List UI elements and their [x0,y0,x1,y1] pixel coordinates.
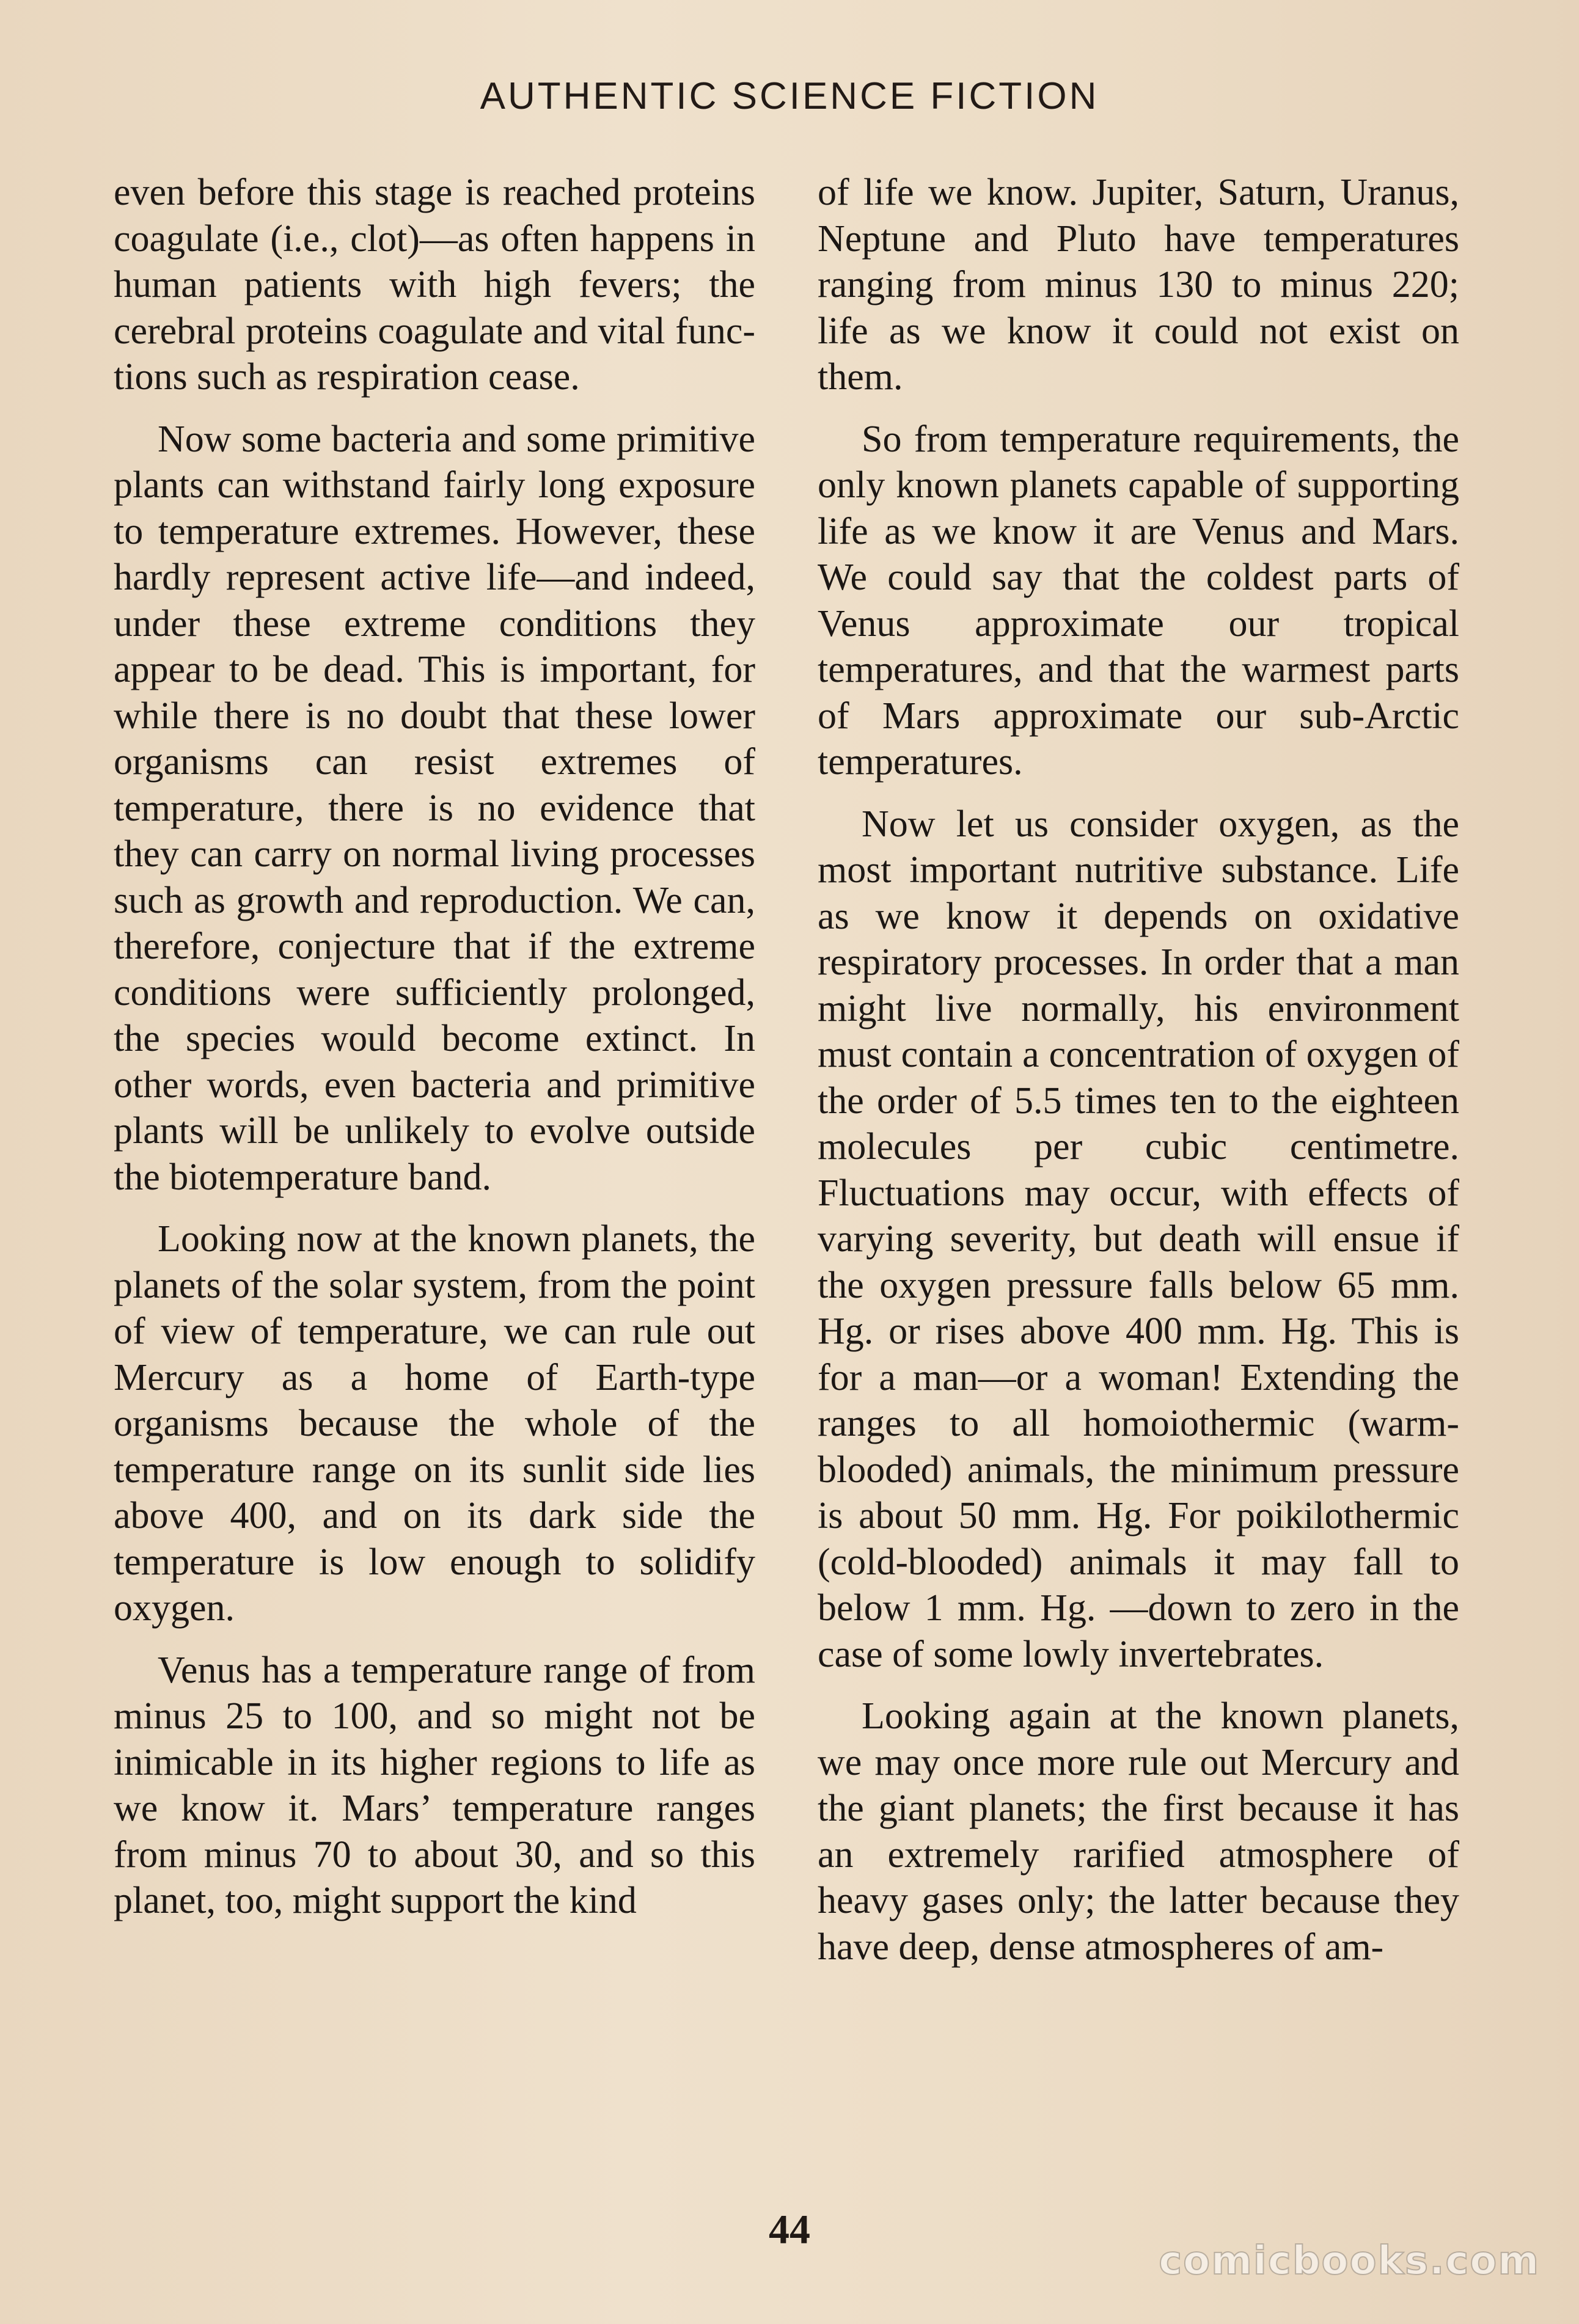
paragraph: even before this stage is reached proteins coagulate (i.e., clot)—as often happens in human patients with high fevers; the cerebral proteins coagulate and vital functions such as respiration cease. [114,172,755,398]
paragraph: Now let us consider oxygen, as the most important nutritive substance. Life as we know it depends on oxidative respiratory processes. In order that a man might live normally, his environment must contain a concentration of oxygen of the order of 5.5 times ten to the eighteen molecules per cubic centimetre. Fluctuations may occur, with effects of varying severity, but death will ensue if the oxygen pressure falls below 65 mm. Hg. or rises above 400 mm. Hg. This is for a man—or a woman! Extending the ranges to all homoiothermic (warm-blooded) animals, the minimum pressure is about 50 mm. Hg. For poikilothermic (cold-blooded) animals it may fall to below 1 mm. Hg. —down to zero in the case of some lowly invertebrates. [818,803,1459,1675]
watermark: comicbooks.com [1159,2238,1540,2284]
paragraph: Now some bacteria and some primitive plants can withstand fairly long exposure to temperature extremes. However, these hardly represent active life—and indeed, under these extreme conditions they appear to be dead. This is important, for while there is no doubt that these lower organisms can resist extremes of temperature, there is no evidence that they can carry on normal living processes such as growth and reproduction. We can, therefore, conjecture that if the extreme conditions were sufficiently prolonged, the species would become extinct. In other words, even bacteria and primitive plants will be unlikely to evolve outside the biotemperature band. [114,418,755,1198]
paragraph: Looking now at the known planets, the planets of the solar system, from the point of view of temperature, we can rule out Mercury as a home of Earth-type organisms because the whole of the temperature range on its sunlit side lies above 400, and on its dark side the temperature is low enough to solidify oxygen. [114,1218,755,1629]
right-column [818,170,1459,1986]
paragraph: So from temperature requirements, the only known planets capable of supporting life as we know it are Venus and Mars. We could say that the coldest parts of Venus approximate our tropical temperatures, and that the warmest parts of Mars approximate our sub-Arctic temperatures. [818,418,1459,783]
paragraph: of life we know. Jupiter, Saturn, Uranus, Neptune and Pluto have temperatures ranging from minus 130 to minus 220; life as we know it could not exist on them. [818,172,1459,398]
running-header: AUTHENTIC SCIENCE FICTION [480,75,1099,117]
left-column [114,170,755,1940]
paragraph: Venus has a temperature range of from minus 25 to 100, and so might not be inimicable in its higher regions to life as we know it. Mars’ temperature ranges from minus 70 to about 30, and so this planet, too, might support the kind [114,1649,755,1921]
page-number: 44 [769,2206,810,2253]
paragraph: Looking again at the known planets, we may once more rule out Mercury and the giant planets; the first because it has an extremely rarified atmosphere of heavy gases only; the latter because they have deep, dense atmospheres of am- [818,1695,1459,1968]
